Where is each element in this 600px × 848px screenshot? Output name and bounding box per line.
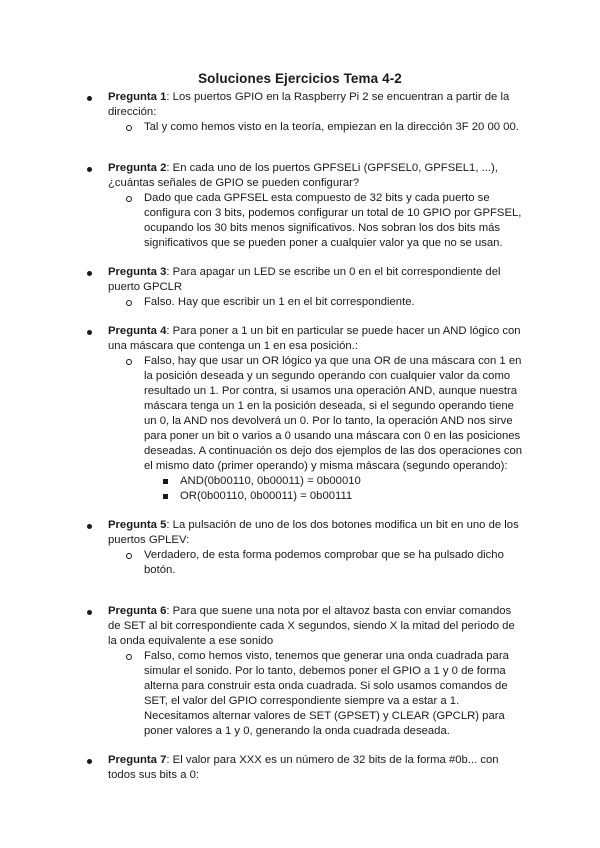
question-5-body: : La pulsación de uno de los dos botones modifica un bit en uno de los puertos GPLEV: (108, 519, 519, 546)
answer-1-text: Tal y como hemos visto en la teoría, empiezan en la dirección 3F 20 00 00. (144, 121, 519, 133)
answer-2 (144, 191, 523, 251)
bullet-icon (87, 759, 92, 764)
answer-6-text: Falso, como hemos visto, tenemos que generar una onda cuadrada para simular el sonido. Por lo tanto, debemos poner el GPIO a 1 y 0 de forma alterna para construir esta onda cuadrada. Si solo usamos comandos de SET, el valor del GPIO correspondiente siempre va a estar a 1. Necesitamos alternar valores de SET (GPSET) y CLEAR (GPCLR) para poner valores a 1 y 0, generando la onda cuadrada deseada. (144, 650, 509, 737)
question-3-text (108, 265, 523, 295)
hollow-bullet-icon (126, 300, 132, 306)
bullet-icon (87, 271, 92, 276)
page-title: Soluciones Ejercicios Tema 4-2 (198, 71, 402, 86)
question-7-label: Pregunta 7 (108, 754, 167, 766)
example-and (180, 474, 523, 489)
answer-1 (144, 120, 523, 135)
question-3-body: : Para apagar un LED se escribe un 0 en el bit correspondiente del puerto GPCLR (108, 266, 501, 293)
hollow-bullet-icon (126, 125, 132, 131)
bullet-icon (87, 96, 92, 101)
question-7-text (108, 753, 523, 783)
question-5-text (108, 518, 523, 548)
answer-3 (144, 295, 523, 310)
answer-5 (144, 548, 523, 578)
question-6-text (108, 604, 523, 649)
question-2-text (108, 161, 523, 191)
question-5 (108, 518, 523, 578)
hollow-bullet-icon (126, 196, 132, 202)
question-6 (108, 604, 523, 739)
answer-4 (144, 354, 523, 504)
question-1 (108, 90, 523, 135)
question-1-body: : Los puertos GPIO en la Raspberry Pi 2 se encuentran a partir de la dirección: (108, 91, 510, 118)
example-or (180, 489, 523, 504)
answer-3-text: Falso. Hay que escribir un 1 en el bit correspondiente. (144, 296, 415, 308)
square-bullet-icon (163, 479, 168, 484)
question-4-label: Pregunta 4 (108, 325, 167, 337)
bullet-icon (87, 330, 92, 335)
question-6-label: Pregunta 6 (108, 605, 167, 617)
answer-2-text: Dado que cada GPFSEL esta compuesto de 32 bits y cada puerto se configura con 3 bits, podemos configurar un total de 10 GPIO por GPFSEL, ocupando los 30 bits menos significativos. Nos sobran los dos bits más significativos que se pueden poner a cualquier valor ya que no se usan. (144, 192, 522, 249)
bullet-icon (87, 167, 92, 172)
question-1-text (108, 90, 523, 120)
question-2 (108, 161, 523, 251)
question-4-body: : Para poner a 1 un bit en particular se puede hacer un AND lógico con una máscara que contenga un 1 en esa posición.: (108, 325, 521, 352)
answer-5-text: Verdadero, de esta forma podemos comprobar que se ha pulsado dicho botón. (144, 549, 504, 576)
hollow-bullet-icon (126, 654, 132, 660)
question-list (108, 90, 523, 797)
question-7-body: : El valor para XXX es un número de 32 bits de la forma #0b... con todos sus bits a 0: (108, 754, 499, 781)
example-or-text: OR(0b00110, 0b00011) = 0b00111 (180, 490, 353, 502)
question-4-text (108, 324, 523, 354)
hollow-bullet-icon (126, 553, 132, 559)
bullet-icon (87, 524, 92, 529)
example-and-text: AND(0b00110, 0b00011) = 0b00010 (180, 475, 361, 487)
answer-6 (144, 649, 523, 739)
square-bullet-icon (163, 494, 168, 499)
hollow-bullet-icon (126, 359, 132, 365)
question-6-body: : Para que suene una nota por el altavoz basta con enviar comandos de SET al bit correspondiente cada X segundos, siendo X la mitad del periodo de la onda equivalente a ese sonido (108, 605, 515, 647)
question-3-label: Pregunta 3 (108, 266, 167, 278)
question-4 (108, 324, 523, 504)
question-5-label: Pregunta 5 (108, 519, 167, 531)
question-1-label: Pregunta 1 (108, 91, 167, 103)
question-2-label: Pregunta 2 (108, 162, 167, 174)
bullet-icon (87, 610, 92, 615)
question-2-body: : En cada uno de los puertos GPFSELi (GPFSEL0, GPFSEL1, ...), ¿cuántas señales de GPIO se pueden configurar? (108, 162, 498, 189)
answer-4-text: Falso, hay que usar un OR lógico ya que una OR de una máscara con 1 en la posición deseada y un segundo operando con cualquier valor da como resultado un 1. Por contra, si usamos una operación AND, aunque nuestra máscara tenga un 1 en la posición deseada, si el segundo operando tiene un 0, la AND nos devolverá un 0. Por lo tanto, la operación AND nos sirve para poner un bit o varios a 0 usando una máscara con 0 en las posiciones deseadas. A continuación os dejo dos ejemplos de las dos operaciones con el mismo dato (primer operando) y misma máscara (segundo operando): (144, 355, 523, 472)
question-7 (108, 753, 523, 783)
question-3 (108, 265, 523, 310)
